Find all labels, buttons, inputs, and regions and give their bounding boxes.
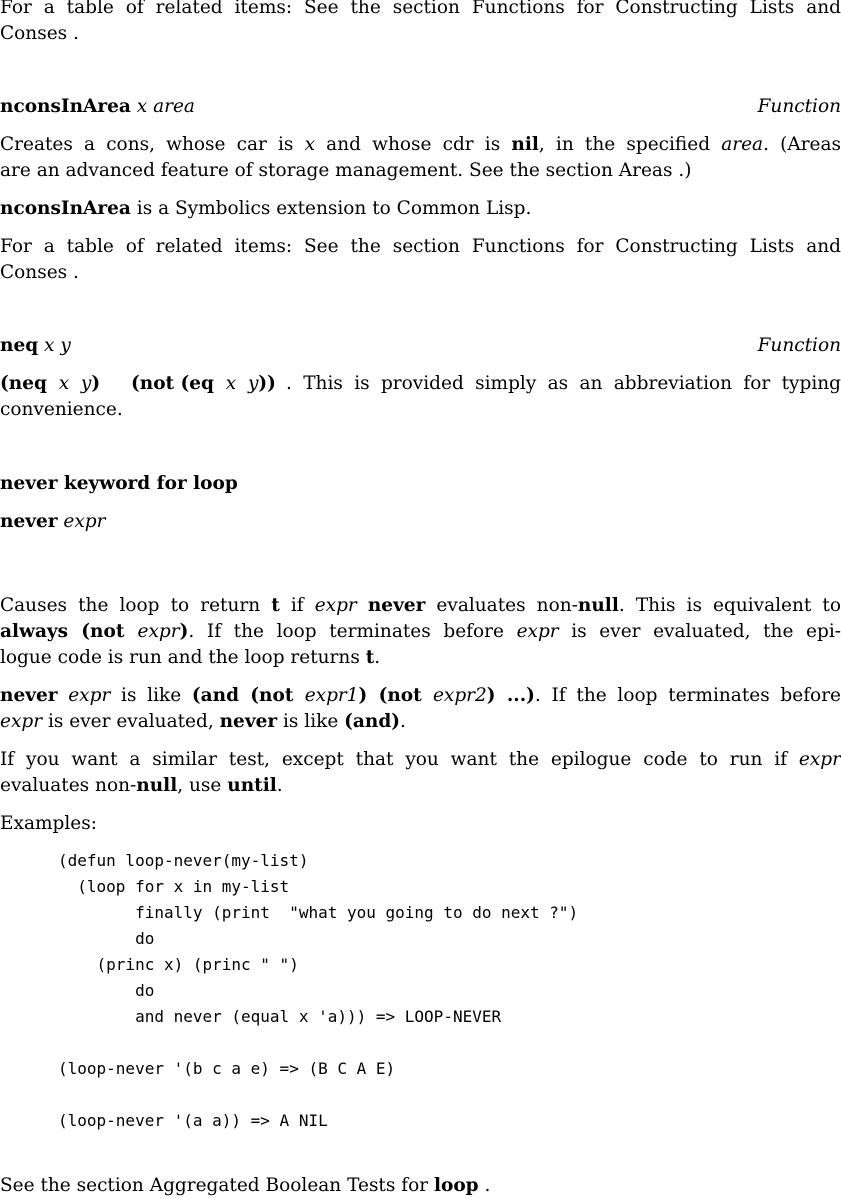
ncons-desc-line-1: Creates a cons, whose car is x and whose cdr is nil, in the specified area. (Areas: [0, 134, 841, 155]
entry-signature: [0, 333, 71, 359]
ncons-desc-line-2: are an advanced feature of storage management. See the section Areas .): [0, 160, 692, 181]
code-example: (defun loop-never(my-list) (loop for x in my-list finally (print "what you going to do next ?") do (princ x) (princ " ") do and never (equal x 'a))) => LOOP-NEVER (loop-never '(b c a e) => (B C A E) (loop-never '(a a)) => A NIL: [58, 851, 579, 1130]
never-until-line-1: If you want a similar test, except that you want the epilogue code to run if expr: [0, 749, 841, 770]
function-args: x area: [136, 96, 195, 117]
never-desc-line-2: always (not expr). If the loop terminates before expr is ever evaluated, the epi-: [0, 621, 841, 642]
function-name: nconsInArea: [0, 96, 131, 117]
entry-signature: [0, 94, 195, 120]
never-syntax: never expr: [0, 511, 106, 532]
entry-header-ncons-in-area: [0, 94, 841, 120]
examples-label: Examples:: [0, 813, 97, 834]
entry-kind: Function: [757, 96, 841, 117]
function-args: x y: [44, 335, 71, 356]
ncons-extension-note: nconsInArea is a Symbolics extension to Common Lisp.: [0, 198, 532, 219]
see-also-link[interactable]: See the section Aggregated Boolean Tests for loop .: [0, 1175, 491, 1196]
never-like-line-1: never expr is like (and (not expr1) (not expr2) ...). If the loop terminates before: [0, 685, 841, 706]
never-until-line-2: evaluates non-null, use until.: [0, 775, 283, 796]
ncons-related-line-1: For a table of related items: See the section Functions for Constructing Lists and: [0, 236, 841, 257]
entry-header-neq: [0, 333, 841, 359]
ncons-related-line-2: Conses .: [0, 262, 79, 283]
never-desc-line-3: logue code is run and the loop returns t.: [0, 647, 381, 668]
intro-line-1: For a table of related items: See the section Functions for Constructing Lists and: [0, 0, 841, 18]
function-name: neq: [0, 335, 39, 356]
never-heading: never keyword for loop: [0, 473, 238, 494]
intro-line-2: Conses .: [0, 23, 79, 44]
neq-desc-line-2: convenience.: [0, 399, 123, 420]
entry-kind: Function: [757, 335, 841, 356]
neq-desc-line-1: (neq x y) (not (eq x y)) . This is provided simply as an abbreviation for typing: [0, 373, 841, 394]
never-desc-line-1: Causes the loop to return t if expr never evaluates non-null. This is equivalent to: [0, 595, 841, 616]
never-like-line-2: expr is ever evaluated, never is like (and).: [0, 711, 406, 732]
